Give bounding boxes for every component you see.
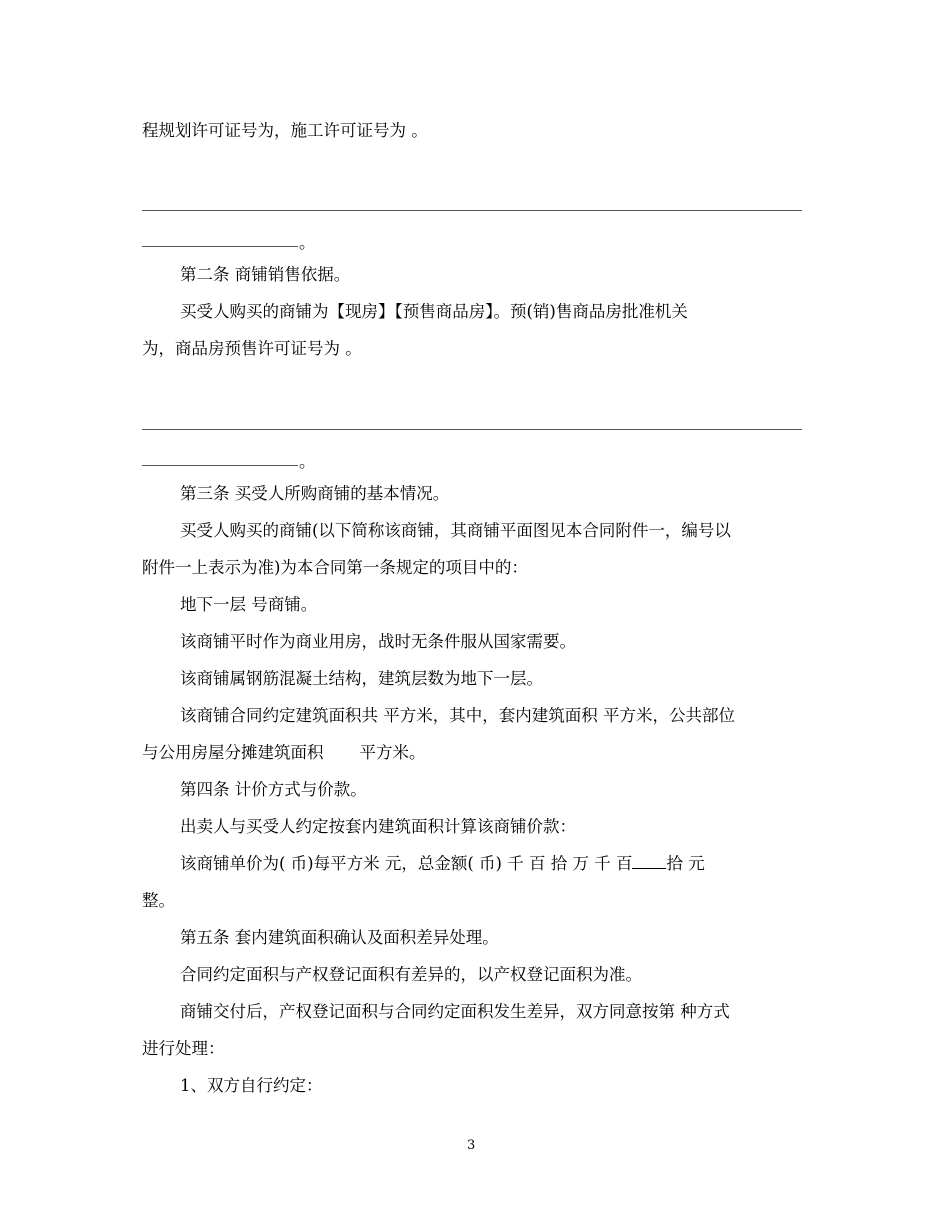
paragraph-line: 1、双方自行约定： bbox=[180, 1076, 323, 1095]
paragraph-line: 地下一层 号商铺。 bbox=[180, 595, 318, 614]
fill-in-rule bbox=[142, 210, 802, 211]
paragraph-line: 该商铺属钢筋混凝土结构，建筑层数为地下一层。 bbox=[180, 669, 543, 688]
rule-end-mark: 。 bbox=[299, 233, 316, 252]
paragraph-line: 该商铺平时作为商业用房，战时无条件服从国家需要。 bbox=[180, 632, 576, 651]
paragraph-line: 买受人购买的商铺(以下简称该商铺，其商铺平面图见本合同附件一，编号以 bbox=[180, 521, 731, 540]
paragraph-text: 拾 元 bbox=[666, 854, 705, 873]
article-3-title: 第三条 买受人所购商铺的基本情况。 bbox=[180, 484, 450, 503]
paragraph-text: 平方米。 bbox=[359, 743, 426, 762]
paragraph-line bbox=[180, 854, 705, 874]
paragraph-line: 出卖人与买受人约定按套内建筑面积计算该商铺价款： bbox=[180, 817, 576, 836]
paragraph-line: 合同约定面积与产权登记面积有差异的，以产权登记面积为准。 bbox=[180, 965, 642, 984]
paragraph-line bbox=[142, 743, 426, 763]
fill-in-rule-short bbox=[142, 465, 298, 466]
fill-in-rule-short bbox=[142, 246, 298, 247]
paragraph-text: 与公用房屋分摊建筑面积 bbox=[142, 743, 324, 762]
paragraph-line: 该商铺合同约定建筑面积共 平方米，其中，套内建筑面积 平方米，公共部位 bbox=[180, 706, 735, 725]
paragraph-line: 买受人购买的商铺为【现房】【预售商品房】。预(销)售商品房批准机关 bbox=[180, 302, 688, 321]
article-5-title: 第五条 套内建筑面积确认及面积差异处理。 bbox=[180, 928, 499, 947]
paragraph-line: 进行处理： bbox=[142, 1039, 225, 1058]
paragraph-line: 商铺交付后，产权登记面积与合同约定面积发生差异，双方同意按第 种方式 bbox=[180, 1002, 730, 1021]
paragraph-line: 整。 bbox=[142, 891, 175, 910]
page-number: 3 bbox=[467, 1138, 476, 1153]
paragraph-line: 附件一上表示为准)为本合同第一条规定的项目中的： bbox=[142, 558, 528, 577]
article-2-title: 第二条 商铺销售依据。 bbox=[180, 265, 351, 284]
paragraph-text: 该商铺单价为( 币)每平方米 元，总金额( 币) 千 百 拾 万 千 百 bbox=[180, 854, 633, 873]
paragraph-line: 为，商品房预售许可证号为 。 bbox=[142, 339, 362, 358]
fill-in-blank bbox=[632, 854, 666, 869]
fill-in-rule bbox=[142, 429, 802, 430]
rule-end-mark: 。 bbox=[299, 452, 316, 471]
paragraph-line: 程规划许可证号为，施工许可证号为 。 bbox=[142, 121, 428, 140]
article-4-title: 第四条 计价方式与价款。 bbox=[180, 780, 367, 799]
